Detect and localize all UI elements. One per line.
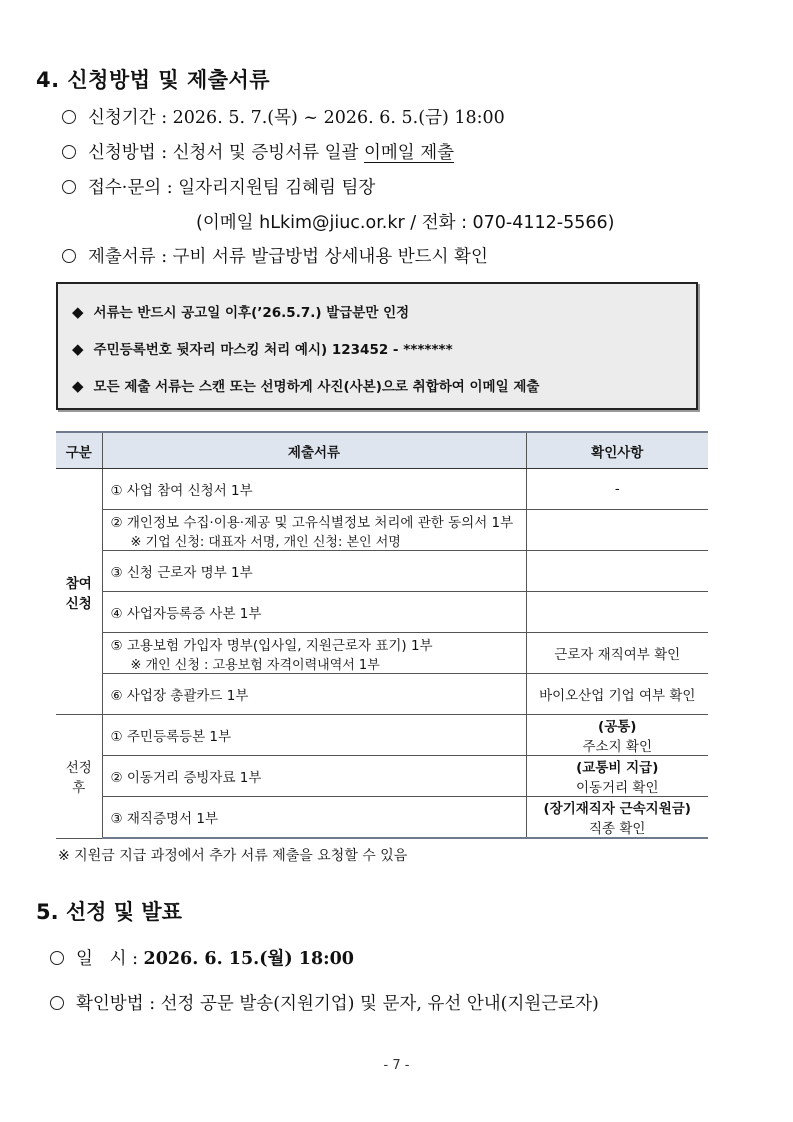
notice-item: ◆ 주민등록번호 뒷자리 마스킹 처리 예시) 123452 - *******: [72, 340, 453, 358]
check-cell: -: [526, 469, 708, 510]
doc-cell: ③ 신청 근로자 명부 1부: [102, 551, 526, 592]
check-cell: (교통비 지급) 이동거리 확인: [526, 756, 708, 797]
doc-cell: ② 이동거리 증빙자료 1부: [102, 756, 526, 797]
group-selected: 선정 후: [56, 715, 102, 839]
item-label: 제출서류: [88, 247, 156, 267]
check-cell: (공통) 주소지 확인: [526, 715, 708, 756]
item-label: 일 시: [76, 949, 127, 969]
table-row: [56, 797, 708, 839]
email-submit-text: 이메일 제출: [363, 143, 455, 163]
check-cell: (장기재직자 근속지원금) 직종 확인: [526, 797, 708, 839]
table-row: [56, 674, 708, 715]
item-value: 2026. 6. 15.(월) 18:00: [143, 949, 354, 969]
doc-cell: ④ 사업자등록증 사본 1부: [102, 592, 526, 633]
header-checks: 확인사항: [526, 432, 708, 469]
circle-bullet-icon: [62, 180, 76, 194]
check-cell: [526, 510, 708, 551]
notice-item: ◆ 모든 제출 서류는 스캔 또는 선명하게 사진(사본)으로 취합하여 이메일 제출: [72, 377, 540, 395]
item-value: 신청서 및 증빙서류 일괄: [172, 143, 364, 163]
doc-cell: ② 개인정보 수집·이용·제공 및 고유식별정보 처리에 관한 동의서 1부 ※ 기업 신청: 대표자 서명, 개인 신청: 본인 서명: [102, 510, 526, 551]
diamond-bullet-icon: ◆: [72, 340, 84, 358]
application-period-item: 신청기간 : 2026. 5. 7.(목) ~ 2026. 6. 5.(금) 18:00: [62, 104, 505, 129]
table-row: [56, 592, 708, 633]
section-4-title: 4. 신청방법 및 제출서류: [36, 68, 271, 92]
doc-subnote: ※ 개인 신청 : 고용보험 자격이력내역서 1부: [130, 657, 380, 673]
doc-cell: ⑥ 사업장 총괄카드 1부: [102, 674, 526, 715]
table-row: [56, 469, 708, 510]
diamond-bullet-icon: ◆: [72, 303, 84, 321]
check-cell: [526, 551, 708, 592]
doc-cell: ① 사업 참여 신청서 1부: [102, 469, 526, 510]
table-header-row: [56, 432, 708, 469]
circle-bullet-icon: [50, 996, 64, 1010]
contact-item: 접수·문의 : 일자리지원팀 김혜림 팀장: [62, 174, 375, 199]
check-cell: [526, 592, 708, 633]
section-5-title: 5. 선정 및 발표: [36, 900, 182, 924]
check-cell: 근로자 재직여부 확인: [526, 633, 708, 674]
doc-subnote: ※ 기업 신청: 대표자 서명, 개인 신청: 본인 서명: [130, 534, 401, 550]
page-number: - 7 -: [383, 1058, 410, 1073]
item-label: 확인방법: [76, 994, 144, 1014]
item-value: 구비 서류 발급방법 상세내용 반드시 확인: [172, 247, 488, 267]
circle-bullet-icon: [50, 951, 64, 965]
circle-bullet-icon: [62, 145, 76, 159]
doc-cell: ① 주민등록등본 1부: [102, 715, 526, 756]
table-row: [56, 510, 708, 551]
group-apply: 참여 신청: [56, 469, 102, 715]
announcement-date-item: 일 시 : 2026. 6. 15.(월) 18:00: [50, 945, 354, 970]
documents-item: 제출서류 : 구비 서류 발급방법 상세내용 반드시 확인: [62, 243, 488, 268]
table-footnote: ※ 지원금 지급 과정에서 추가 서류 제출을 요청할 수 있음: [58, 848, 408, 864]
table-row: [56, 715, 708, 756]
table-row: [56, 551, 708, 592]
table-row: [56, 633, 708, 674]
table-row: [56, 756, 708, 797]
notice-item: ◆ 서류는 반드시 공고일 이후(’26.5.7.) 발급분만 인정: [72, 303, 410, 321]
header-category: 구분: [56, 432, 102, 469]
diamond-bullet-icon: ◆: [72, 377, 84, 395]
header-documents: 제출서류: [102, 432, 526, 469]
circle-bullet-icon: [62, 249, 76, 263]
circle-bullet-icon: [62, 110, 76, 124]
item-value: 일자리지원팀 김혜림 팀장: [178, 178, 376, 198]
item-value: 2026. 5. 7.(목) ~ 2026. 6. 5.(금) 18:00: [172, 108, 505, 128]
documents-table: [56, 431, 708, 839]
item-label: 접수·문의: [88, 178, 162, 198]
item-label: 신청방법: [88, 143, 156, 163]
check-cell: 바이오산업 기업 여부 확인: [526, 674, 708, 715]
contact-details: (이메일 hLkim@jiuc.or.kr / 전화 : 070-4112-5566): [196, 213, 615, 233]
doc-cell: ③ 재직증명서 1부: [102, 797, 526, 839]
application-method-item: 신청방법 : 신청서 및 증빙서류 일괄 이메일 제출: [62, 139, 454, 164]
doc-cell: ⑤ 고용보험 가입자 명부(입사일, 지원근로자 표기) 1부 ※ 개인 신청 : 고용보험 자격이력내역서 1부: [102, 633, 526, 674]
item-label: 신청기간: [88, 108, 156, 128]
confirmation-method-item: 확인방법 : 선정 공문 발송(지원기업) 및 문자, 유선 안내(지원근로자): [50, 990, 599, 1015]
notice-box: [56, 282, 698, 410]
item-value: 선정 공문 발송(지원기업) 및 문자, 유선 안내(지원근로자): [160, 994, 599, 1014]
